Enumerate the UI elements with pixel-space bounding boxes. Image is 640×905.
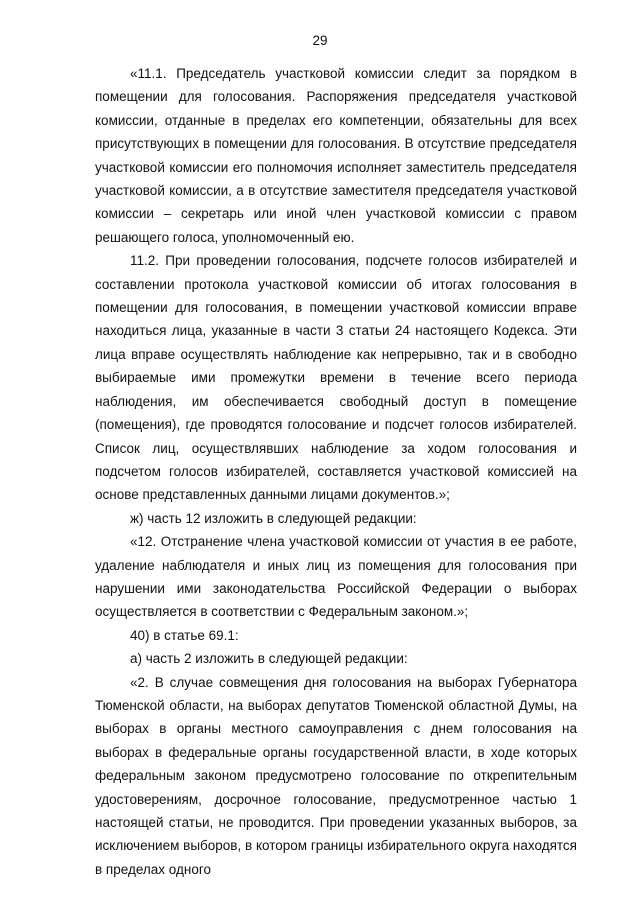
- paragraph-2: «2. В случае совмещения дня голосования на выборах Губернатора Тюменской области, на выборах депутатов Тюменской областной Думы, на выборах в органы местного самоуправления с днем голосования на выборах в федеральные органы государственной власти, в ходе которых федеральным законом предусмотрено голосование по открепительным удостоверениям, досрочное голосование, предусмотренное частью 1 настоящей статьи, не проводится. При проведении указанных выборов, за исключением выборов, в котором границы избирательного округа находятся в пределах одного: [95, 674, 577, 877]
- paragraph-12: «12. Отстранение члена участковой комиссии от участия в ее работе, удаление наблюдателя и иных лиц из помещения для голосования при нарушении ими законодательства Российской Федерации о выборах осуществляется в соответствии с Федеральным законом.»;: [95, 534, 577, 620]
- paragraph-11-2: 11.2. При проведении голосования, подсчете голосов избирателей и составлении протокола участковой комиссии об итогах голосования в помещении для голосования, в помещении участковой комиссии вправе находиться лица, указанные в части 3 статьи 24 настоящего Кодекса. Эти лица вправе осуществлять наблюдение как непрерывно, так и в свободно выбираемые ими промежутки времени в течение всего периода наблюдения, им обеспечивается свободный доступ в помещение (помещения), где проводятся голосование и подсчет голосов избирателей. Список лиц, осуществлявших наблюдение за ходом голосования и подсчетом голосов избирателей, составляется участковой комиссией на основе представленных данными лицами документов.»;: [95, 253, 577, 503]
- document-body: [95, 62, 577, 881]
- paragraph-item-40: 40) в статье 69.1:: [130, 627, 239, 643]
- paragraph-amendment-zh: ж) часть 12 изложить в следующей редакции:: [130, 510, 417, 526]
- paragraph-11-1: «11.1. Председатель участковой комиссии следит за порядком в помещении для голосования. Распоряжения председателя участковой комиссии, отданные в пределах его компетенции, обязательны для всех присутствующих в помещении для голосования. В отсутствие председателя участковой комиссии его полномочия исполняет заместитель председателя участковой комиссии, а в отсутствие заместителя председателя участковой комиссии – секретарь или иной член участковой комиссии с правом решающего голоса, уполномоченный ею.: [95, 66, 577, 245]
- paragraph-amendment-a: а) часть 2 изложить в следующей редакции:: [130, 651, 408, 667]
- page-number: 29: [312, 33, 328, 48]
